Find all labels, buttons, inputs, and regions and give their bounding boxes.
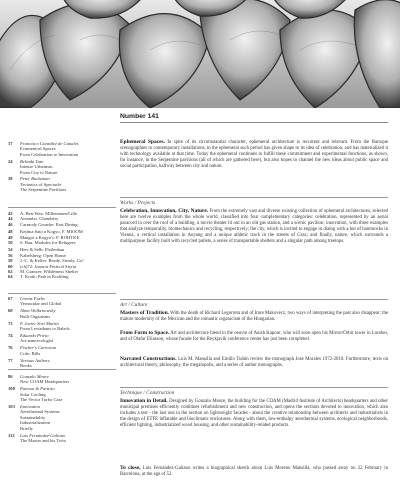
article-title: Masters of Tradition. <box>120 310 169 316</box>
article-ephemeral-spaces <box>120 140 388 170</box>
toc-entry[interactable] <box>8 358 118 369</box>
page-number: 17 <box>8 141 13 146</box>
page-number: 76 <box>8 345 13 351</box>
toc-divider <box>8 369 116 370</box>
page-number: 56 <box>8 252 13 258</box>
toc-title: Tectonics of Spectacle <box>20 181 62 187</box>
toc-entry[interactable] <box>8 159 118 175</box>
toc-subtitle: From City to Nature <box>20 169 58 175</box>
toc-divider <box>8 293 116 294</box>
toc-author: Luis Fernández-Galiano <box>20 432 66 438</box>
toc-title: J.-C. & Keller: Ready, Steady, Go! <box>20 258 84 264</box>
article-title: Ephemeral Spaces. <box>120 139 165 145</box>
toc-entry[interactable] <box>8 404 118 431</box>
toc-title: Built Organisms <box>20 313 51 319</box>
page-number: 60 <box>8 263 13 269</box>
toc-title: From Leviathans to Babels <box>20 326 70 332</box>
toc-author: Eduardo Prieto <box>20 332 49 338</box>
toc-entry[interactable] <box>8 386 118 402</box>
article-text: With the death of Richard Legorreta and of Imre Makovecz, two ways of interpreting the past also disappear: the mature modernity of the Mexican and the romantic organicism of the Hungarian. <box>120 311 389 322</box>
page-number: 48 <box>8 229 13 235</box>
toc-entry[interactable] <box>8 433 118 444</box>
page-number: 86 <box>8 374 13 379</box>
toc-technique <box>8 374 118 445</box>
page-number: 42 <box>8 211 13 216</box>
toc-author: Francisco González de Canales <box>20 141 79 146</box>
toc-entry[interactable] <box>8 374 118 385</box>
page-number: 28 <box>8 176 13 182</box>
toc-title: Kabelsberg: Open House <box>20 252 67 258</box>
toc-title: M. Granzer: Wilderness Shelter <box>20 269 79 275</box>
toc-title: S. Bau: Modules for Refugees <box>20 240 76 246</box>
toc-works <box>8 211 118 280</box>
article-title: Narrated Constructions. <box>120 356 177 362</box>
toc-title: Ecumenical Spaces <box>20 146 56 152</box>
toc-art <box>8 296 118 370</box>
page-number: 54 <box>8 247 13 253</box>
toc-subtitle: Sustainability <box>20 414 46 420</box>
toc-title: Mangot a Kogyo's: F. ROHTKE <box>20 234 80 240</box>
toc-essays <box>8 141 118 194</box>
article-text: Designed by Gonzalo Moure, the building for the COAM (Madrid Institute of Architects) headquarters and other municipal premises efficiently combines refurbishment and new construction, and opens the sections devoted to innovation, which also includes a test - the last one in the section on lightweight facades - about the creative relationship between architects and industrialists in the design of ETFE inflatable and bioclimatic enclosures. Along with them, low-enthalpy aerothermal systems, ecological neighborhoods, efficient lighting, industrialized wood housing, and other sustainability-related products. <box>120 399 388 428</box>
article-text: Luis Fernández-Galiano writes a biographical sketch about Luis Moreno Mansilla, who passed away on 22 February in Barcelona, at the age of 52. <box>120 466 388 477</box>
toc-title: Critic Bills <box>20 350 41 356</box>
page-number: 24 <box>8 158 13 164</box>
toc-title: Books <box>20 362 32 368</box>
toc-author: F. Javier Sort Martin <box>20 320 59 326</box>
header-rule <box>120 122 388 123</box>
toc-title: A. Ben-Wax: Millennium/Lille <box>20 211 77 216</box>
toc-entry[interactable] <box>8 176 118 192</box>
pavilion-photo <box>0 0 400 108</box>
toc-title: Carmody Groarke: East Dining <box>20 221 78 227</box>
toc-author: Various Authors <box>20 357 50 363</box>
section-heading-art: Art / Culture <box>120 299 388 308</box>
page-number: 112 <box>8 432 15 438</box>
section-heading-works: Works / Projects <box>120 197 388 206</box>
toc-title: Vernacular and Global <box>20 301 62 307</box>
toc-title: New COAM Headquarters <box>20 379 70 385</box>
article-masters <box>120 311 388 323</box>
toc-entry[interactable] <box>8 333 118 344</box>
toc-title: Aerothermal Systems <box>20 409 60 415</box>
article-title: To close, <box>120 465 141 471</box>
toc-title: Intense Urbanism <box>20 164 53 170</box>
toc-author: Innovation <box>20 404 40 410</box>
toc-entry[interactable] <box>8 321 118 332</box>
toc-title: Kejima Sato a Kogyo, F. MIOOM <box>20 229 83 235</box>
page-number: 62 <box>8 269 13 275</box>
toc-author: Peter Buchanan <box>20 176 50 182</box>
toc-entry[interactable] <box>8 308 118 319</box>
page-number: 49 <box>8 234 13 240</box>
page-number: 46 <box>8 221 13 227</box>
toc-entry[interactable] <box>8 222 118 227</box>
toc-author: Belinda Tato <box>20 158 44 164</box>
toc-entry[interactable] <box>8 141 118 157</box>
page-number: 44 <box>8 216 13 222</box>
toc-author: Lorenz Fuchs <box>20 296 45 301</box>
page-number: 64 <box>8 274 13 280</box>
page-number: 72 <box>8 320 13 326</box>
toc-author: Gonzalo Moure <box>20 374 49 379</box>
toc-author: Fischer's Cartesian <box>20 345 57 351</box>
toc-entry[interactable] <box>8 274 118 279</box>
toc-title: T. Kroth: Path in Kodrling <box>20 274 69 280</box>
article-title: Celebration, Innovation, City, Nature. <box>120 208 209 214</box>
toc-author: Alma Wolkenowsky <box>20 308 56 314</box>
article-text: Luis M. Mansilla and Emilio Tuñón review the monograph Jose Morales 1972-2010. Furthermore, texts on architectural theory, philosophy, the megalopolis, and a series of author monographs. <box>120 357 389 368</box>
article-innovation <box>120 399 388 429</box>
page-number: 100 <box>8 386 15 392</box>
page-number: 67 <box>8 296 13 301</box>
article-narrated <box>120 357 388 369</box>
toc-author: Paiessa & Paraiso <box>20 386 55 392</box>
toc-subtitle: Briefly <box>20 425 34 431</box>
toc-subtitle: From Celebration to Innovation <box>20 151 79 157</box>
article-title: Innovation in Detail. <box>120 398 168 404</box>
article-celebration <box>120 209 388 244</box>
toc-divider <box>8 207 116 208</box>
article-form-space <box>120 331 388 343</box>
toc-title: Solar Cooling <box>20 391 46 397</box>
page-number: 58 <box>8 258 13 264</box>
page-number: 74 <box>8 332 13 338</box>
section-heading-technique: Technique / Construction <box>120 387 388 396</box>
toc-title: Industrialization <box>20 420 51 426</box>
article-text: In spite of its circumstantial character, ephemeral architecture is recurrent and relevant. From the Baroque scenographies to contemporary installations, in the ephemeral such period has given shape to its idea of celebration, and has materialized it with technology available at that time. Today the ephemeral continues to fulfill these commitment and experimental functions, as shown, for instance, in the Serpentine pavilions (all of which are gathered here), but also hopes to channel the new ideas about public space and social participation, halfway between city and nature. <box>120 140 388 169</box>
toc-title: Art-nanoecologist <box>20 338 54 344</box>
page-number: 77 <box>8 357 13 363</box>
issue-number: Number 141 <box>120 113 159 120</box>
toc-entry[interactable] <box>8 296 118 307</box>
article-closing <box>120 466 388 478</box>
article-text: From the extremely vast and diverse existing collection of ephemeral architectures, selected here are twelve examples from the whole world, classified into four complementary categories: celebration, represented by an aerial paracord in over the roof of a building, a movie theater lit out in an old gas station, and a scenic pavilion; innovation, with three examples that analyze temporality, biomechanics and recycling, respectively; the city, which is invited to engage in dialog with a hut of hammocks in Vienna, a vertical installation in Anyang and a unique athletic track in the streets of Graz; and finally, nature, which surrounds a multipurpose facility built with recycled pallets, a series of transportable shelters and a singular path among treetops. <box>120 209 389 244</box>
toc-subtitle: The Serpentine Pavilions <box>20 187 67 193</box>
page-number: 68 <box>8 308 13 314</box>
page-number: 103 <box>8 404 15 410</box>
toc-title: Ateambo: Chambéry <box>20 216 59 222</box>
toc-title: The Master and his Twin <box>20 437 66 443</box>
toc-subtitle: The Vector Turbo Case <box>20 397 63 403</box>
page-number: 50 <box>8 240 13 246</box>
cover-photo <box>0 0 400 108</box>
toc-title: (ch)72: Jonoroi Festival Styria <box>20 263 77 269</box>
toc-entry[interactable] <box>8 240 118 245</box>
toc-title: Herr & Selb: Fleilenbau <box>20 247 65 253</box>
article-text: Art and architecture blend in the oeuvre of Anish Kapoor, who will soon open his Mirror/Orbit tower in London, and of Olafur Eliasson, whose facade for the Reykjavik conference center has just been completed. <box>120 331 388 342</box>
article-title: From Form to Space. <box>120 330 170 336</box>
toc-entry[interactable] <box>8 345 118 356</box>
